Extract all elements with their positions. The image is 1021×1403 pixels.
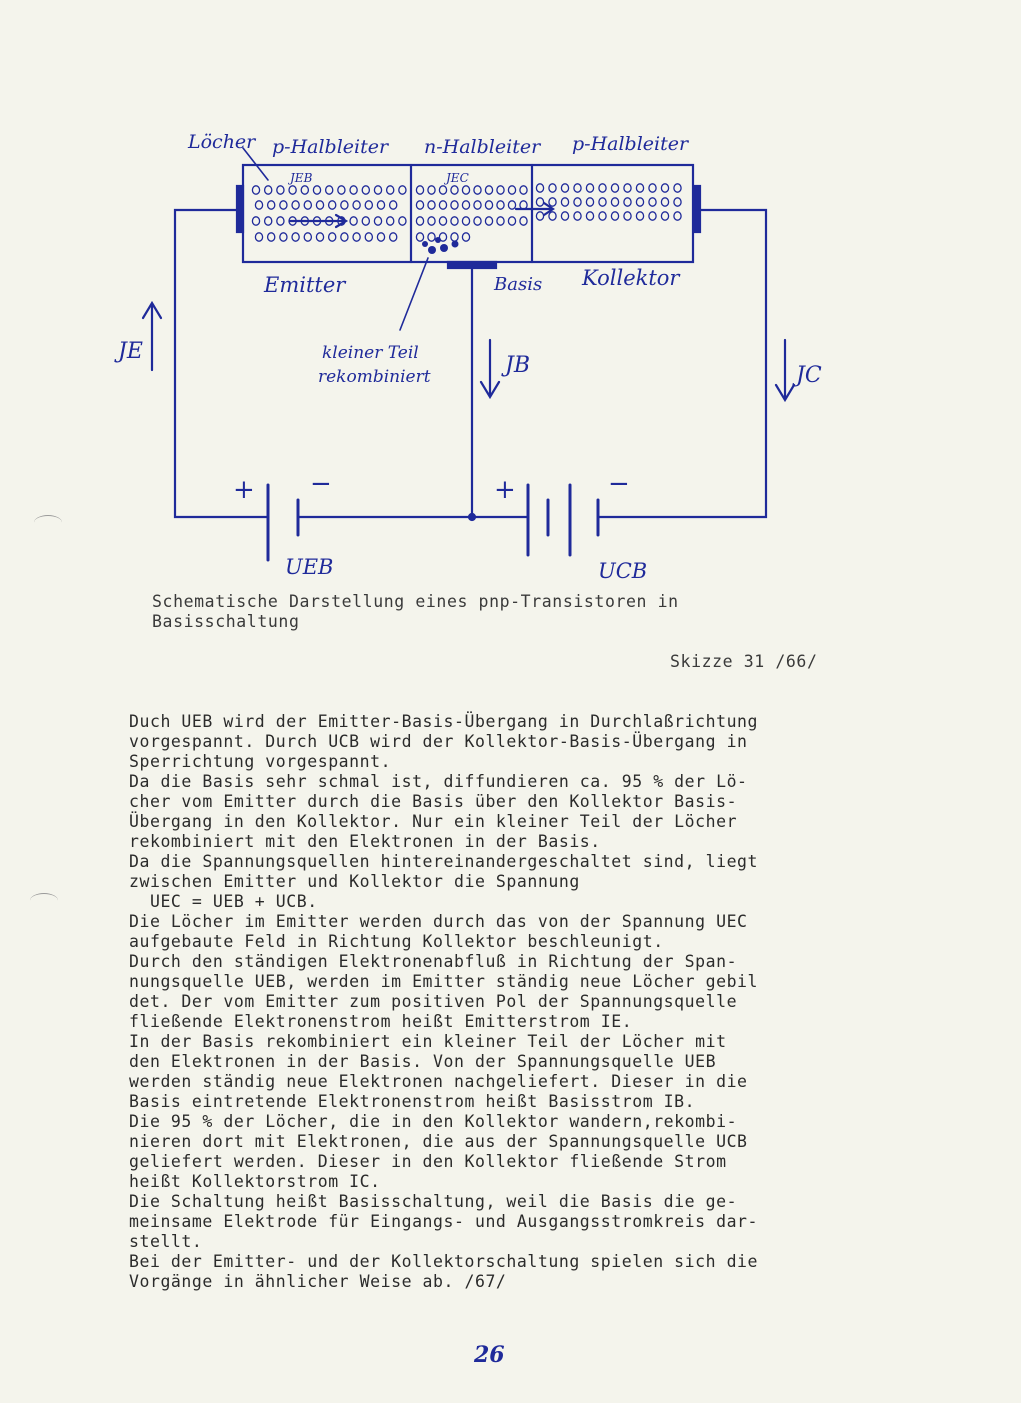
emitter-contact (237, 186, 243, 232)
body-line: Übergang in den Kollektor. Nur ein kleiner Teil der Löcher (129, 812, 738, 831)
hole (428, 233, 435, 241)
hole (549, 184, 556, 192)
hole (586, 212, 593, 220)
hole (416, 217, 423, 225)
hole (674, 184, 681, 192)
caption-line-1: Schematische Darstellung eines pnp-Transistoren in (152, 592, 679, 611)
body-line: werden ständig neue Elektronen nachgeliefert. Dieser in die (129, 1072, 748, 1091)
hole (341, 201, 348, 209)
hole (549, 212, 556, 220)
hole (649, 184, 656, 192)
hole (497, 217, 504, 225)
hole (520, 186, 527, 194)
hole (387, 186, 394, 194)
hole (649, 198, 656, 206)
hole (304, 233, 311, 241)
hole (252, 186, 259, 194)
hole (374, 186, 381, 194)
hole (624, 198, 631, 206)
hole (561, 212, 568, 220)
hole (280, 201, 287, 209)
hole (674, 212, 681, 220)
hole (341, 233, 348, 241)
hole (624, 212, 631, 220)
collector-contact (694, 186, 700, 232)
body-line: Die Löcher im Emitter werden durch das von der Spannung UEC (129, 912, 748, 931)
hole (292, 233, 299, 241)
hole (387, 217, 394, 225)
hole (316, 201, 323, 209)
hole (497, 201, 504, 209)
hole (365, 201, 372, 209)
hole (611, 198, 618, 206)
hole (362, 217, 369, 225)
hole (586, 184, 593, 192)
hole (611, 184, 618, 192)
emitter-wire (175, 210, 268, 517)
body-line: Durch den ständigen Elektronenabfluß in Richtung der Span- (129, 952, 738, 971)
body-line: det. Der vom Emitter zum positiven Pol der Spannungsquelle (129, 992, 738, 1011)
emitter-current-arrow (143, 303, 161, 370)
body-line: fließende Elektronenstrom heißt Emitterstrom IE. (129, 1012, 633, 1031)
hole (520, 217, 527, 225)
body-line: UEC = UEB + UCB. (129, 892, 318, 911)
hole (416, 233, 423, 241)
body-line: Sperrichtung vorgespannt. (129, 752, 392, 771)
label-u-eb: UEB (285, 555, 334, 579)
hole (338, 186, 345, 194)
body-text (129, 712, 869, 1292)
label-plus-left: + (233, 475, 255, 505)
hole (377, 201, 384, 209)
body-line: vorgespannt. Durch UCB wird der Kollektor-Basis-Übergang in (129, 732, 748, 751)
label-p-right: p-Halbleiter (572, 133, 689, 155)
label-p-left: p-Halbleiter (272, 136, 389, 158)
hole (636, 198, 643, 206)
hole (326, 186, 333, 194)
body-line: cher vom Emitter durch die Basis über den Kollektor Basis- (129, 792, 738, 811)
hole (277, 186, 284, 194)
hole (599, 184, 606, 192)
label-collector: Kollektor (582, 266, 680, 290)
hole (451, 233, 458, 241)
body-line: Da die Spannungsquellen hintereinandergeschaltet sind, liegt (129, 852, 759, 871)
body-line: Die Schaltung heißt Basisschaltung, weil die Basis die ge- (129, 1192, 738, 1211)
hole (508, 201, 515, 209)
body-line: den Elektronen in der Basis. Von der Spannungsquelle UEB (129, 1052, 717, 1071)
hole (462, 201, 469, 209)
label-current-c: JC (796, 363, 822, 388)
recombined-dots (422, 237, 459, 254)
hole (428, 186, 435, 194)
hole (390, 233, 397, 241)
sketch-reference: Skizze 31 /66/ (670, 652, 818, 671)
hole (280, 233, 287, 241)
hole (439, 201, 446, 209)
body-line: Basis eintretende Elektronenstrom heißt Basisstrom IB. (129, 1092, 696, 1111)
hole (586, 198, 593, 206)
label-recomb-1: kleiner Teil (322, 343, 419, 363)
hole (353, 201, 360, 209)
hole (474, 217, 481, 225)
body-line: meinsame Elektrode für Eingangs- und Ausgangsstromkreis dar- (129, 1212, 759, 1231)
hole (390, 201, 397, 209)
hole (674, 198, 681, 206)
hole (416, 201, 423, 209)
hole (329, 201, 336, 209)
body-line: Da die Basis sehr schmal ist, diffundieren ca. 95 % der Lö- (129, 772, 748, 791)
hole (485, 201, 492, 209)
hole (365, 233, 372, 241)
hole (474, 186, 481, 194)
hole (451, 201, 458, 209)
hole (313, 186, 320, 194)
hole (536, 198, 543, 206)
hole (350, 217, 357, 225)
page-number: 26 (474, 1342, 505, 1368)
hole (549, 198, 556, 206)
hole (624, 184, 631, 192)
hole (649, 212, 656, 220)
hole (292, 201, 299, 209)
body-line: nungsquelle UEB, werden im Emitter ständig neue Löcher gebil (129, 972, 759, 991)
label-current-e: JE (118, 339, 143, 364)
hole (362, 186, 369, 194)
body-line: Bei der Emitter- und der Kollektorschaltung spielen sich die (129, 1252, 759, 1271)
margin-mark (30, 893, 58, 908)
hole (428, 217, 435, 225)
hole (599, 198, 606, 206)
hole (485, 186, 492, 194)
hole (574, 212, 581, 220)
label-minus-left: − (310, 469, 332, 499)
hole (329, 233, 336, 241)
base-current-arrow (481, 340, 499, 397)
collector-current-arrow (776, 340, 794, 400)
body-line: rekombiniert mit den Elektronen in der Basis. (129, 832, 601, 851)
body-line: Duch UEB wird der Emitter-Basis-Übergang in Durchlaßrichtung (129, 712, 759, 731)
label-base: Basis (494, 274, 543, 295)
hole (574, 184, 581, 192)
hole (255, 233, 262, 241)
holes-group (252, 184, 681, 241)
hole (462, 186, 469, 194)
body-line: geliefert werden. Dieser in den Kollektor fließende Strom (129, 1152, 727, 1171)
hole (268, 201, 275, 209)
hole (428, 201, 435, 209)
hole (252, 217, 259, 225)
hole (462, 233, 469, 241)
hole (661, 184, 668, 192)
hole (561, 198, 568, 206)
hole (350, 186, 357, 194)
hole (636, 212, 643, 220)
hole (301, 186, 308, 194)
hole (265, 217, 272, 225)
label-jec: JEC (446, 171, 469, 185)
hole (485, 217, 492, 225)
hole (661, 198, 668, 206)
hole (304, 201, 311, 209)
pnp-transistor-diagram (0, 0, 1021, 590)
hole (661, 212, 668, 220)
body-line: Vorgänge in ähnlicher Weise ab. /67/ (129, 1272, 507, 1291)
hole (636, 184, 643, 192)
hole (497, 186, 504, 194)
hole (277, 217, 284, 225)
label-recomb-2: rekombiniert (318, 367, 431, 387)
body-line: stellt. (129, 1232, 203, 1251)
hole (289, 186, 296, 194)
label-current-b: JB (505, 353, 530, 378)
recombination-pointer (400, 258, 428, 330)
hole (462, 217, 469, 225)
margin-mark (34, 515, 62, 530)
hole (268, 233, 275, 241)
hole (399, 186, 406, 194)
hole (474, 201, 481, 209)
hole (508, 186, 515, 194)
hole (439, 217, 446, 225)
hole (451, 217, 458, 225)
figure-caption (152, 592, 832, 632)
caption-line-2: Basisschaltung (152, 612, 300, 631)
junction-node (469, 514, 475, 520)
hole (377, 233, 384, 241)
body-line: zwischen Emitter und Kollektor die Spannung (129, 872, 580, 891)
hole (265, 186, 272, 194)
label-minus-right: − (608, 469, 630, 499)
hole (574, 198, 581, 206)
body-line: nieren dort mit Elektronen, die aus der Spannungsquelle UCB (129, 1132, 748, 1151)
label-n-mid: n-Halbleiter (424, 136, 541, 158)
label-u-cb: UCB (598, 559, 648, 583)
hole (439, 186, 446, 194)
hole (508, 217, 515, 225)
hole (611, 212, 618, 220)
hole (316, 233, 323, 241)
label-holes: Löcher (188, 131, 256, 153)
hole (399, 217, 406, 225)
hole (536, 212, 543, 220)
body-line: In der Basis rekombiniert ein kleiner Teil der Löcher mit (129, 1032, 727, 1051)
body-line: heißt Kollektorstrom IC. (129, 1172, 381, 1191)
hole (599, 212, 606, 220)
label-plus-right: + (494, 475, 516, 505)
hole (536, 184, 543, 192)
label-emitter: Emitter (264, 273, 346, 297)
hole (451, 186, 458, 194)
hole (561, 184, 568, 192)
body-line: Die 95 % der Löcher, die in den Kollektor wandern,rekombi- (129, 1112, 738, 1131)
hole (255, 201, 262, 209)
hole (353, 233, 360, 241)
hole (416, 186, 423, 194)
label-jeb: JEB (290, 171, 313, 185)
body-line: aufgebaute Feld in Richtung Kollektor beschleunigt. (129, 932, 664, 951)
hole (374, 217, 381, 225)
